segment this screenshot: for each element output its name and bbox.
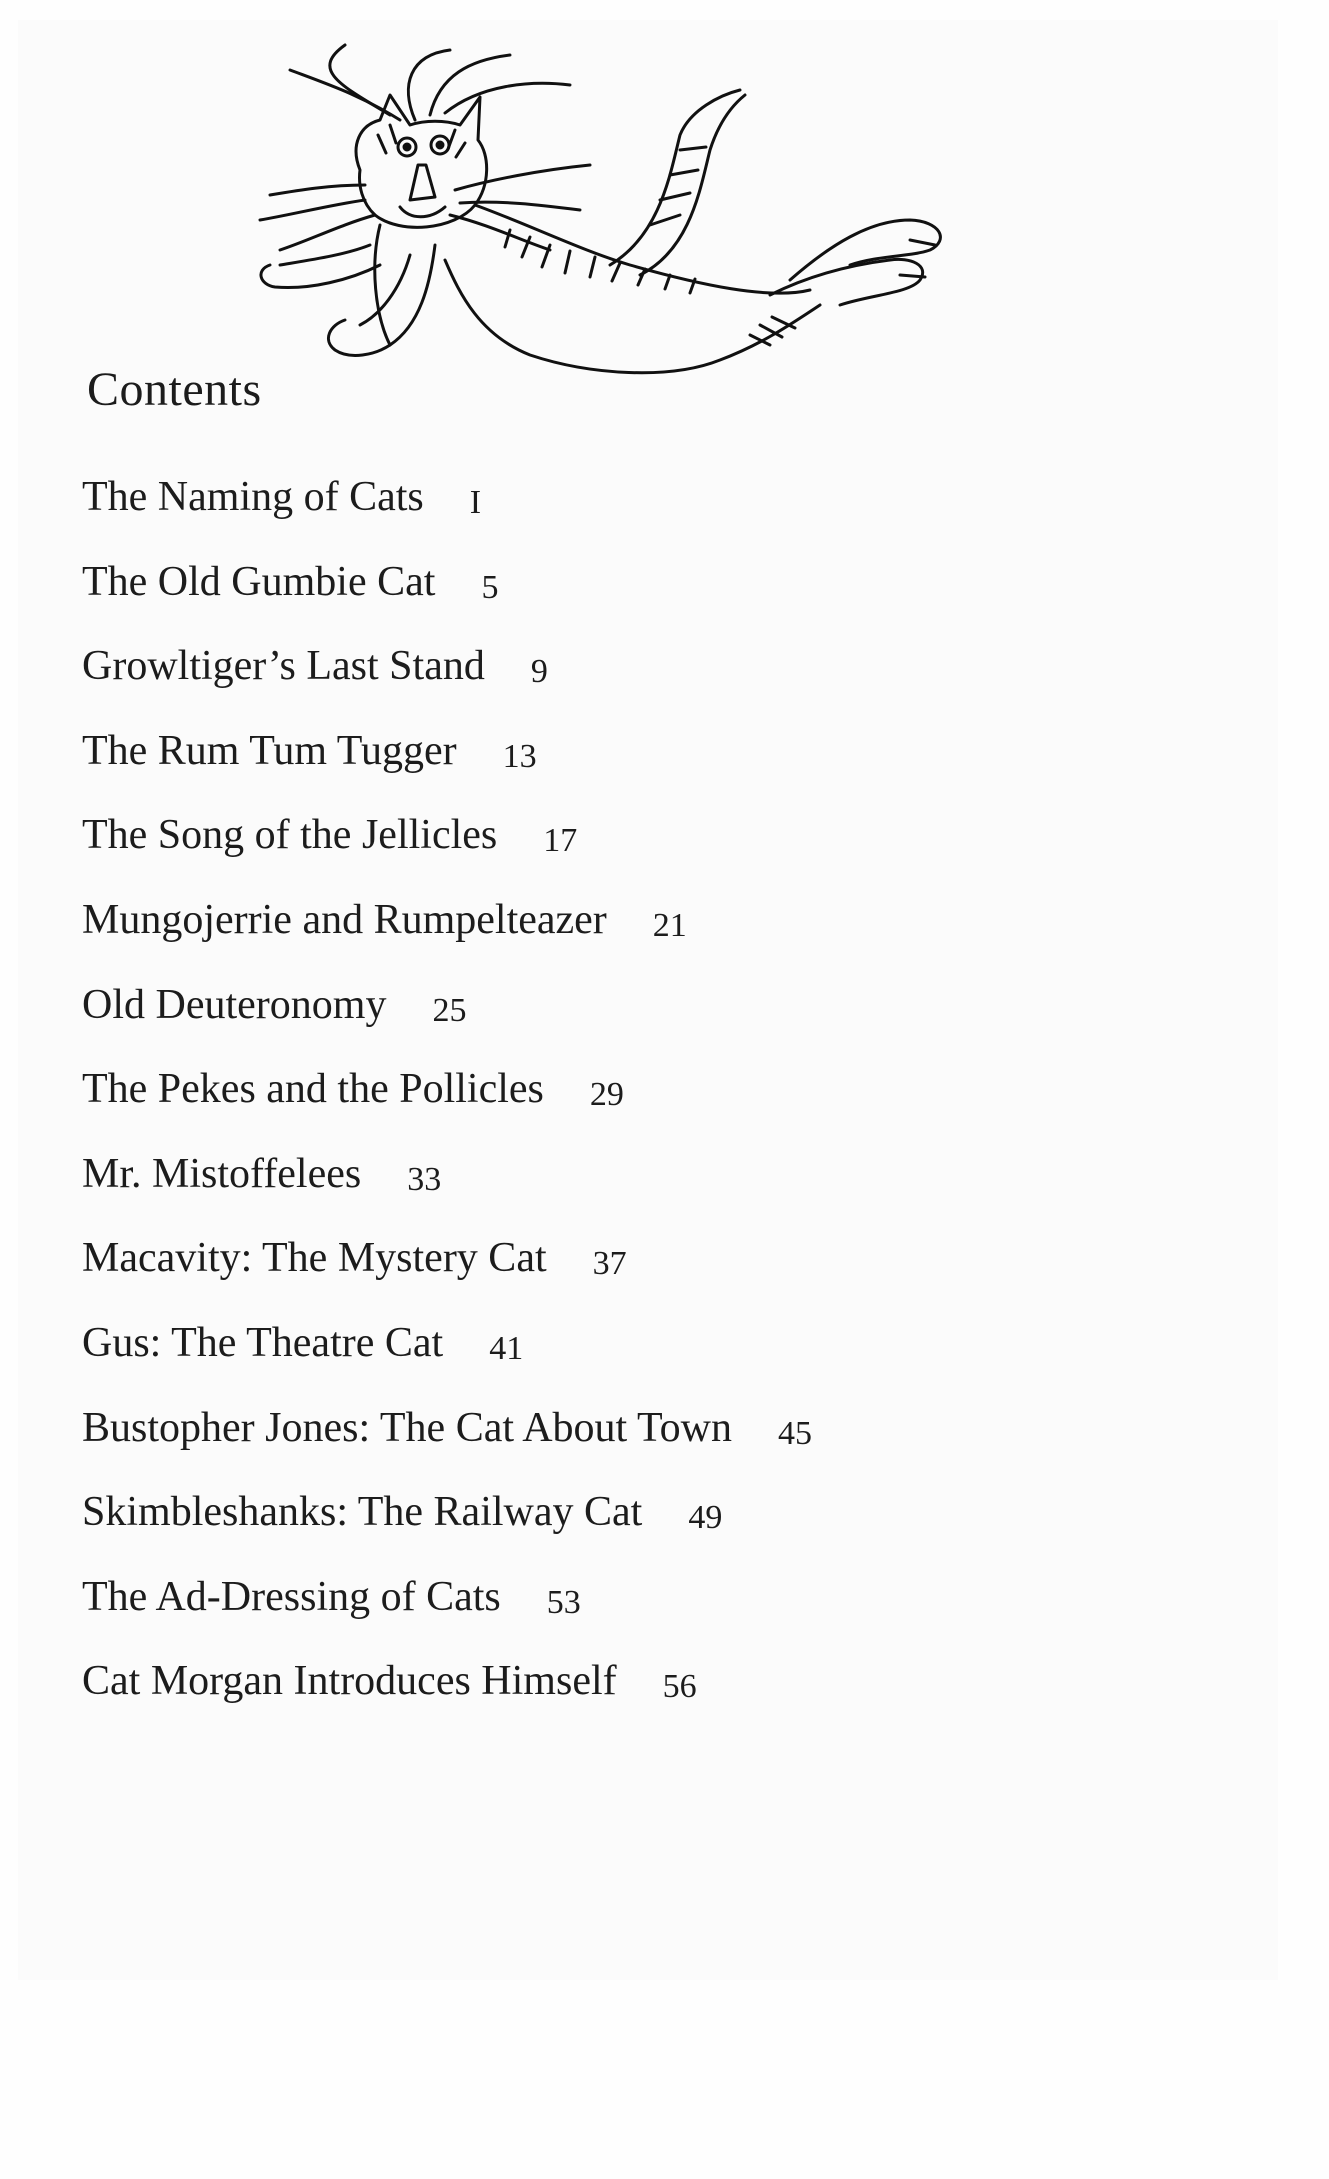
toc-page-number: 37 (592, 1245, 627, 1283)
toc-entry[interactable] (82, 639, 1082, 724)
toc-entry[interactable] (82, 808, 1082, 893)
toc-entry[interactable] (82, 1062, 1082, 1147)
toc-page-number: 41 (489, 1329, 524, 1367)
toc-entry[interactable] (82, 893, 1082, 978)
toc-title: The Song of the Jellicles (82, 812, 498, 859)
toc-title: Mr. Mistoffelees (82, 1150, 362, 1197)
toc-page-number: 21 (652, 906, 687, 944)
toc-title: Cat Morgan Introduces Himself (82, 1658, 617, 1705)
contents-heading: Contents (87, 363, 262, 416)
toc-page-number: 25 (432, 991, 467, 1029)
toc-title: The Rum Tum Tugger (82, 727, 457, 774)
toc-entry[interactable] (82, 1654, 1082, 1739)
toc-title: The Naming of Cats (82, 474, 424, 520)
toc-page-number: 49 (688, 1499, 723, 1537)
toc-entry[interactable] (82, 1485, 1082, 1570)
toc-page-number: 33 (407, 1160, 442, 1198)
toc-page-number: 53 (546, 1583, 581, 1621)
toc-page-number: 56 (662, 1668, 697, 1706)
flying-cat-illustration (250, 25, 1050, 455)
toc-title: Gus: The Theatre Cat (82, 1319, 444, 1366)
toc-entry[interactable] (82, 1570, 1082, 1655)
toc-entry[interactable] (82, 978, 1082, 1063)
toc-title: The Old Gumbie Cat (82, 558, 436, 605)
toc-title: Growltiger’s Last Stand (82, 643, 485, 690)
toc-title: The Pekes and the Pollicles (82, 1066, 544, 1113)
toc-page-number: 17 (543, 822, 578, 860)
toc-entry[interactable] (82, 1316, 1082, 1401)
table-of-contents (82, 470, 1082, 1739)
toc-entry[interactable] (82, 724, 1082, 809)
toc-page-number: 29 (589, 1076, 624, 1114)
toc-entry[interactable] (82, 1231, 1082, 1316)
toc-title: Bustopher Jones: The Cat About Town (82, 1404, 732, 1451)
toc-page-number: I (469, 484, 482, 521)
toc-title: The Ad-Dressing of Cats (82, 1573, 501, 1620)
toc-page-number: 5 (481, 568, 499, 606)
toc-entry[interactable] (82, 555, 1082, 640)
toc-entry[interactable] (82, 1401, 1082, 1486)
toc-page-number: 9 (530, 653, 548, 691)
toc-title: Skimbleshanks: The Railway Cat (82, 1489, 643, 1536)
toc-title: Old Deuteronomy (82, 981, 387, 1028)
toc-entry[interactable] (82, 470, 1082, 555)
toc-title: Mungojerrie and Rumpelteazer (82, 896, 607, 943)
toc-page-number: 45 (778, 1414, 812, 1452)
toc-entry[interactable] (82, 1147, 1082, 1232)
toc-page-number: 13 (502, 737, 537, 775)
toc-title: Macavity: The Mystery Cat (82, 1235, 547, 1282)
